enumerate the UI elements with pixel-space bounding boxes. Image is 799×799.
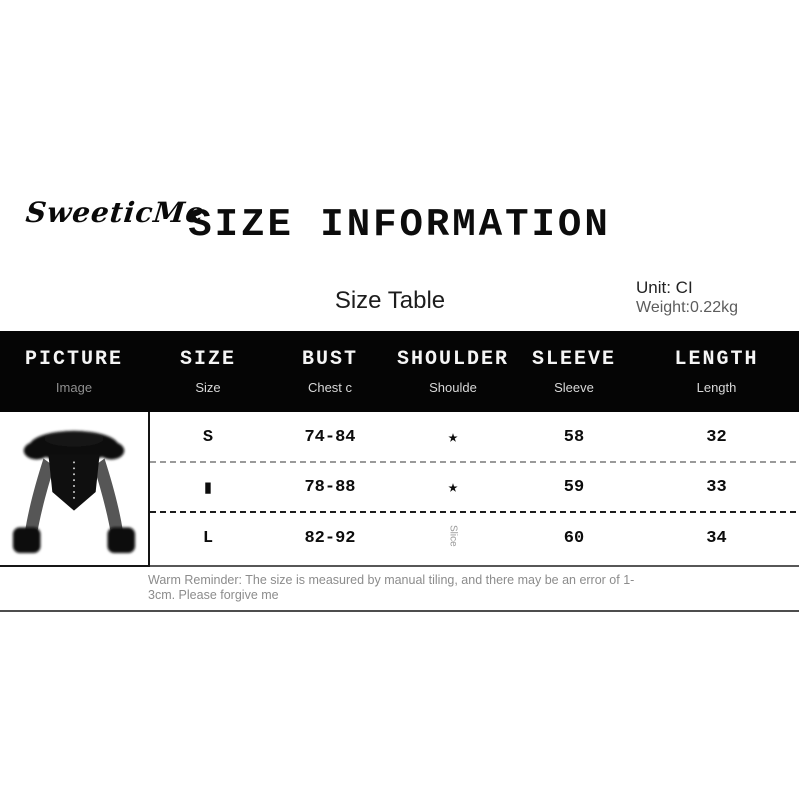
picture-column-divider xyxy=(148,412,150,565)
product-picture-cell xyxy=(0,412,148,565)
cell-sleeve: 60 xyxy=(563,529,585,548)
fur-cuffs xyxy=(13,527,135,553)
column-sublabel: Shoulde xyxy=(429,380,477,395)
table-bottom-line xyxy=(0,565,799,567)
cell-shoulder xyxy=(392,525,514,553)
column-label: SHOULDER xyxy=(396,348,509,371)
footer-bottom-line xyxy=(0,610,799,612)
cell-length: 33 xyxy=(706,477,727,497)
unit-weight-block xyxy=(636,278,738,318)
cell-bust: 82-92 xyxy=(304,529,356,548)
page-title: SIZE INFORMATION xyxy=(188,203,611,247)
brand-logo: SweeticMe xyxy=(24,196,207,229)
fur-trim-top-product-image xyxy=(10,418,138,560)
column-label: BUST xyxy=(301,348,358,371)
cell-size: S xyxy=(202,427,214,447)
cell-size: ▮ xyxy=(202,476,214,499)
column-header-picture xyxy=(0,331,148,412)
cell-length: 32 xyxy=(706,427,727,447)
cell-size: L xyxy=(202,529,214,548)
left-sleeve xyxy=(25,458,55,536)
column-label: SIZE xyxy=(179,348,236,371)
cell-sleeve: 58 xyxy=(563,427,585,447)
row-separator-dashed xyxy=(150,461,799,463)
cell-bust: 74-84 xyxy=(304,427,356,447)
cell-sleeve: 59 xyxy=(563,477,585,497)
column-sublabel: Length xyxy=(696,380,737,395)
weight-label: Weight:0.22kg xyxy=(636,299,738,317)
cell-bust: 78-88 xyxy=(304,477,356,497)
cell-shoulder-star-icon: ★ xyxy=(447,478,459,498)
slice-watermark: Slice xyxy=(447,524,459,547)
column-header-sleeve xyxy=(514,331,634,412)
column-sublabel: Sleeve xyxy=(554,380,594,395)
cell-shoulder-star-icon: ★ xyxy=(447,428,459,448)
column-label: PICTURE xyxy=(24,348,123,371)
column-header-shoulder xyxy=(392,331,514,412)
column-label: SLEEVE xyxy=(531,348,616,371)
column-header-size xyxy=(148,331,268,412)
right-sleeve xyxy=(94,458,124,536)
size-table-body xyxy=(0,412,799,565)
column-header-length xyxy=(634,331,799,412)
unit-label: Unit: CI xyxy=(636,278,693,297)
column-label: LENGTH xyxy=(674,348,759,371)
size-table-subtitle: Size Table xyxy=(334,287,446,314)
size-table-header xyxy=(0,331,799,412)
row-separator-dashed xyxy=(150,511,799,513)
cell-length: 34 xyxy=(706,529,727,548)
column-header-bust xyxy=(268,331,392,412)
column-sublabel: Size xyxy=(195,380,221,395)
column-sublabel: Chest c xyxy=(307,380,353,395)
column-sublabel: Image xyxy=(55,380,93,395)
warm-reminder-text: Warm Reminder: The size is measured by manual tiling, and there may be an error of 1-3cm. Please forgive me xyxy=(148,573,635,602)
